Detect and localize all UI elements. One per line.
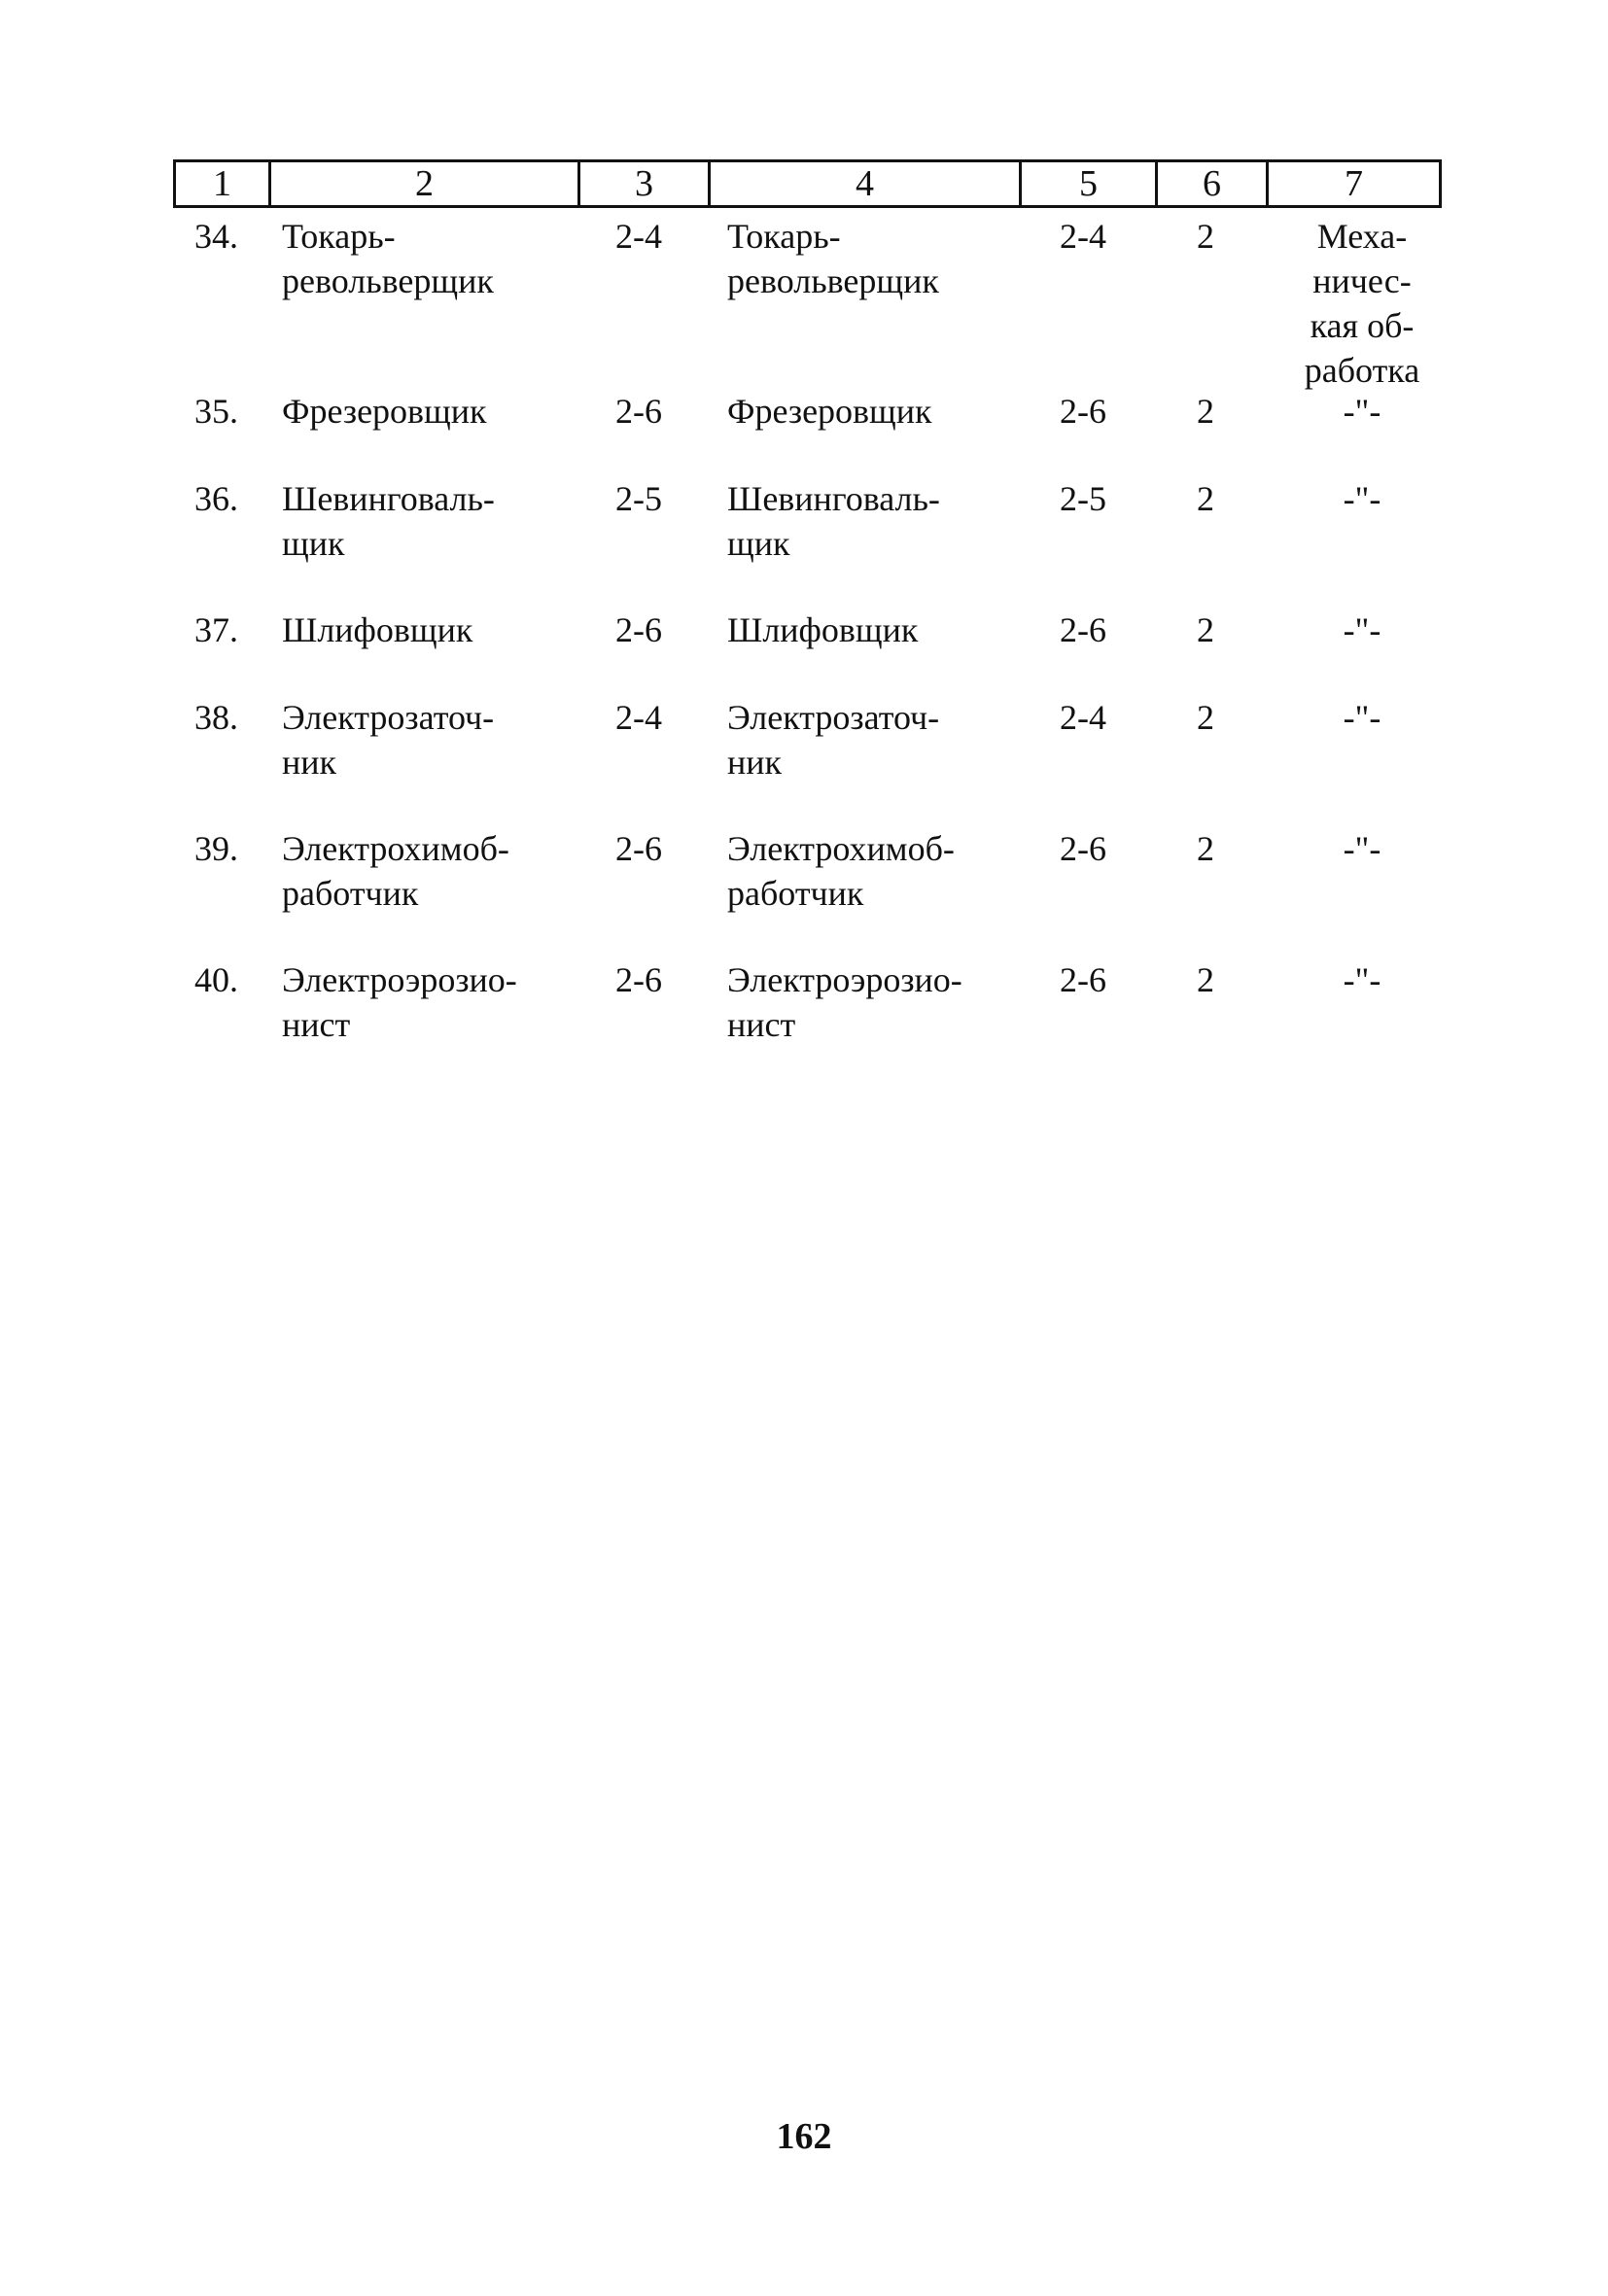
- profession-name-2: Шевинговаль- щик: [727, 479, 940, 563]
- section-note: -"-: [1343, 392, 1381, 431]
- row-number: 34.: [194, 217, 238, 256]
- section-note: -"-: [1343, 698, 1381, 737]
- profession-name: Токарь- револьверщик: [282, 217, 494, 300]
- column-header-7: 7: [1345, 163, 1363, 204]
- grade-range: 2-4: [615, 698, 662, 737]
- column-header-3: 3: [580, 162, 711, 205]
- grade-range-2: 2-4: [1060, 698, 1106, 737]
- profession-name-2: Фрезеровщик: [727, 392, 932, 431]
- count-value: 2: [1197, 217, 1214, 256]
- profession-name: Электрохимоб- работчик: [282, 829, 509, 913]
- grade-range-2: 2-6: [1060, 960, 1106, 999]
- profession-name: Шевинговаль- щик: [282, 479, 495, 563]
- section-note: -"-: [1343, 960, 1381, 999]
- profession-name: Электроэрозио- нист: [282, 960, 517, 1044]
- page-number: 162: [776, 2116, 832, 2157]
- profession-name-2: Электрохимоб- работчик: [727, 829, 955, 913]
- grade-range: 2-4: [615, 217, 662, 256]
- count-value: 2: [1197, 829, 1214, 868]
- grade-range-2: 2-6: [1060, 829, 1106, 868]
- count-value: 2: [1197, 610, 1214, 649]
- grade-range: 2-5: [615, 479, 662, 518]
- profession-name-2: Электрозаточ- ник: [727, 698, 940, 782]
- grade-range-2: 2-4: [1060, 217, 1106, 256]
- grade-range-2: 2-6: [1060, 610, 1106, 649]
- section-note: -"-: [1343, 610, 1381, 649]
- count-value: 2: [1197, 479, 1214, 518]
- row-number: 39.: [194, 829, 238, 868]
- grade-range: 2-6: [615, 829, 662, 868]
- profession-name-2: Токарь- револьверщик: [727, 217, 939, 300]
- column-header-5: 5: [1022, 162, 1158, 205]
- row-number: 37.: [194, 610, 238, 649]
- section-note: -"-: [1343, 829, 1381, 868]
- profession-name: Электрозаточ- ник: [282, 698, 495, 782]
- grade-range-2: 2-6: [1060, 392, 1106, 431]
- column-header-6: 6: [1158, 162, 1269, 205]
- count-value: 2: [1197, 698, 1214, 737]
- grade-range-2: 2-5: [1060, 479, 1106, 518]
- count-value: 2: [1197, 960, 1214, 999]
- grade-range: 2-6: [615, 392, 662, 431]
- row-number: 36.: [194, 479, 238, 518]
- profession-name: Фрезеровщик: [282, 392, 487, 431]
- profession-name-2: Электроэрозио- нист: [727, 960, 962, 1044]
- section-note: Меха- ничес- кая об- работка: [1304, 217, 1420, 390]
- count-value: 2: [1197, 392, 1214, 431]
- profession-name-2: Шлифовщик: [727, 610, 919, 649]
- profession-name: Шлифовщик: [282, 610, 473, 649]
- row-number: 35.: [194, 392, 238, 431]
- grade-range: 2-6: [615, 610, 662, 649]
- column-header-2: 2: [271, 162, 580, 205]
- grade-range: 2-6: [615, 960, 662, 999]
- table-header-row: [173, 159, 1442, 208]
- row-number: 40.: [194, 960, 238, 999]
- column-header-4: 4: [711, 162, 1022, 205]
- section-note: -"-: [1343, 479, 1381, 518]
- row-number: 38.: [194, 698, 238, 737]
- column-header-1: 1: [176, 162, 271, 205]
